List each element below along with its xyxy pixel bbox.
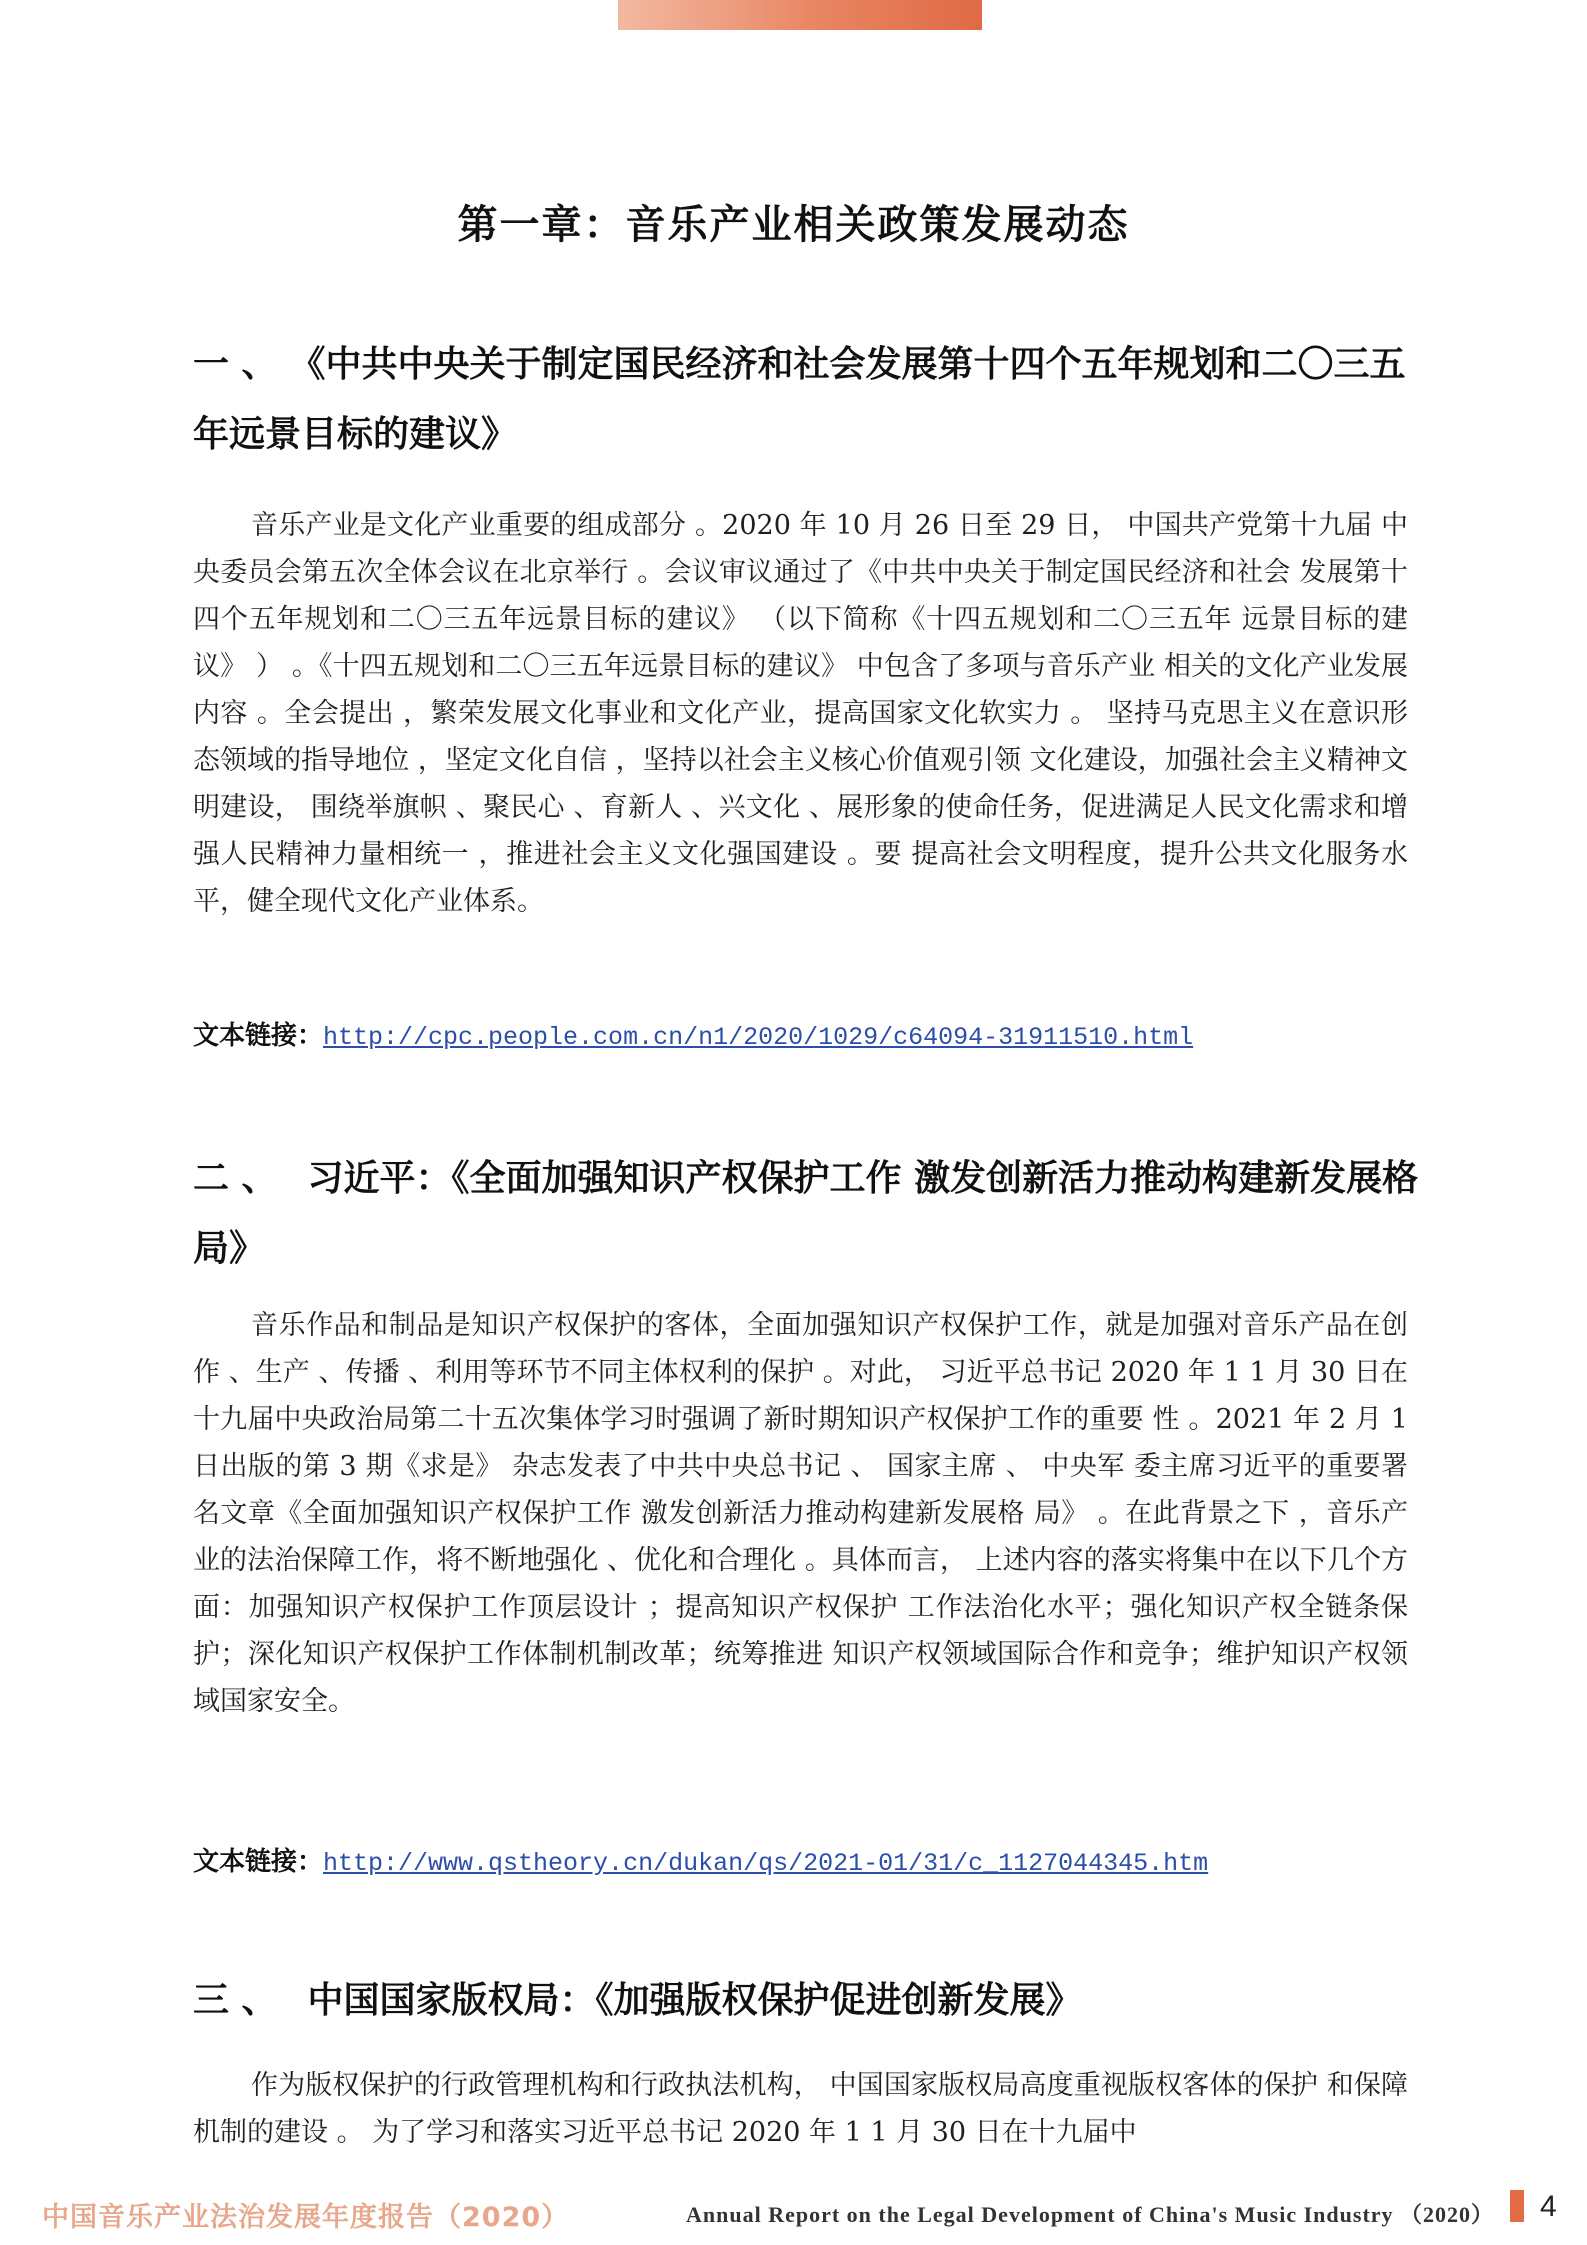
footer-report-title-cn: 中国音乐产业法治发展年度报告（2020） <box>42 2202 570 2233</box>
section-2-link-label: 文本链接： <box>193 1847 324 1877</box>
section-2-link-row <box>193 1842 1208 1884</box>
page-number: 4 <box>1540 2190 1557 2223</box>
section-3-number: 三 、 <box>193 1980 278 2021</box>
section-2-number: 二 、 <box>193 1158 278 1199</box>
footer-report-title-en: Annual Report on the Legal Development of China's Music Industry （2020） <box>686 2202 1495 2227</box>
section-1-title: 《中共中央关于制定国民经济和社会发展第十四个五年规划和二〇三五年远景目标的建议》 <box>193 344 1406 455</box>
section-3-title: 中国国家版权局：《加强版权保护促进创新发展》 <box>307 1980 1082 2021</box>
section-1-number: 一 、 <box>193 344 278 385</box>
section-2-body: 音乐作品和制品是知识产权保护的客体，全面加强知识产权保护工作，就是加强对音乐产品在创作 、生产 、传播 、利用等环节不同主体权利的保护 。对此， 习近平总书记 2020 年 1 1 月 30 日在十九届中央政治局第二十五次集体学习时强调了新时期知识产权保护工作的重要 性 。2021 年 2 月 1 日出版的第 3 期《求是》 杂志发表了中共中央总书记 、 国家主席 、 中央军 委主席习近平的重要署名文章《全面加强知识产权保护工作 激发创新活力推动构建新发展格 局》 。在此背景之下 ，音乐产业的法治保障工作，将不断地强化 、优化和合理化 。具体而言， 上述内容的落实将集中在以下几个方面：加强知识产权保护工作顶层设计 ；提高知识产权保护 工作法治化水平；强化知识产权全链条保护；深化知识产权保护工作体制机制改革；统筹推进 知识产权领域国际合作和竞争；维护知识产权领域国家安全。 <box>193 1310 1408 1717</box>
section-1-link-label: 文本链接： <box>193 1021 324 1051</box>
section-2-link[interactable]: http://www.qstheory.cn/dukan/qs/2021-01/31/c_1127044345.htm <box>323 1849 1209 1878</box>
section-3-body: 作为版权保护的行政管理机构和行政执法机构， 中国国家版权局高度重视版权客体的保护 和保障机制的建设 。 为了学习和落实习近平总书记 2020 年 1 1 月 30 日在十九届中 <box>193 2070 1408 2148</box>
chapter-title: 第一章：音乐产业相关政策发展动态 <box>457 202 1130 248</box>
section-2-title: 习近平：《全面加强知识产权保护工作 激发创新活力推动构建新发展格局》 <box>193 1158 1419 1269</box>
top-decorative-bar <box>618 0 982 30</box>
footer-accent-mark <box>1510 2190 1524 2222</box>
section-2-heading <box>193 1144 1438 1284</box>
section-3-heading <box>193 1966 1438 2036</box>
section-1-link[interactable]: http://cpc.people.com.cn/n1/2020/1029/c64094-31911510.html <box>323 1023 1194 1052</box>
section-1-link-row <box>193 1016 1193 1058</box>
section-1-heading <box>193 330 1438 470</box>
section-1-body: 音乐产业是文化产业重要的组成部分 。2020 年 10 月 26 日至 29 日， 中国共产党第十九届 中央委员会第五次全体会议在北京举行 。会议审议通过了《中共中央关于制定国民经济和社会 发展第十四个五年规划和二〇三五年远景目标的建议》 （以下简称《十四五规划和二〇三五年 远景目标的建议》 ） 。《十四五规划和二〇三五年远景目标的建议》 中包含了多项与音乐产业 相关的文化产业发展内容 。全会提出 ，繁荣发展文化事业和文化产业，提高国家文化软实力 。 坚持马克思主义在意识形态领域的指导地位 ，坚定文化自信 ，坚持以社会主义核心价值观引领 文化建设，加强社会主义精神文明建设， 围绕举旗帜 、聚民心 、育新人 、兴文化 、展形象的使命任务，促进满足人民文化需求和增强人民精神力量相统一 ，推进社会主义文化强国建设 。要 提高社会文明程度，提升公共文化服务水平，健全现代文化产业体系。 <box>193 510 1408 917</box>
